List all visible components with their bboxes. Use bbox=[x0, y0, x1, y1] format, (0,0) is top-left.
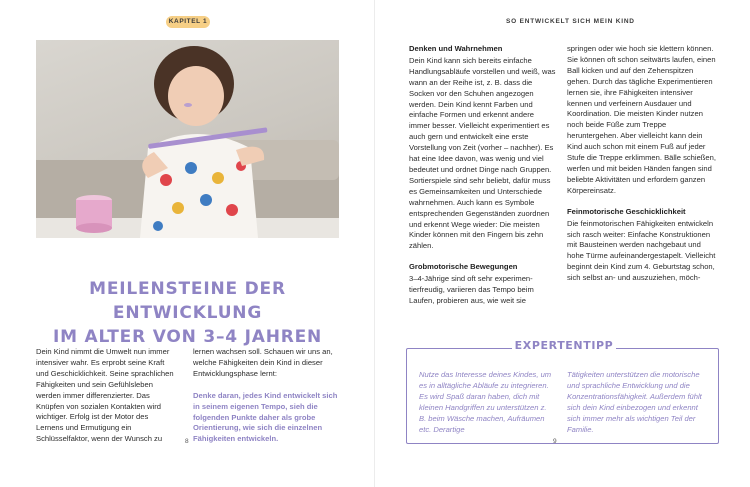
headline-line-2: IM ALTER VON 3–4 JAHREN bbox=[52, 327, 323, 347]
intro-text-continued: lernen wachsen soll. Schauen wir uns an, welche Fähigkeiten dein Kind in dieser Entwicklungsphase lernt: bbox=[193, 347, 333, 378]
section-title-grobmotorik: Grobmotorische Bewegungen bbox=[409, 262, 518, 272]
section-text-feinmotorik: Die feinmotorischen Fähigkeiten entwickeln sich rasch weiter: Einfache Konstruktionen mit Bausteinen werden nachgebaut und hohe Türme aufeinandergestapelt. Vielleicht beginnt dein Kind zum 4. Geburtstag schon, sich selbst an- und auszuziehen, möch- bbox=[567, 218, 716, 283]
section-text-denken: Dein Kind kann sich bereits einfache Handlungsabläufe vorstellen und weiß, was wann an der Reihe ist, z. B. dass die Socken vor den Schuhen angezogen werden. Dein Kind kennt Farben und einfache Formen und erkennt andere immer besser. Vielleicht experimentiert es auch gern und entwickelt eine erste Vorstellung von Zeit (vorher – nachher). Es hat eine Idee davon, was wenig und viel bedeutet und ordnet Dinge nach Gruppen. Sortierspiele sind sehr beliebt, dafür muss es Gemeinsamkeiten und Unterschiede wahrnehmen. Auch kann es Symbole entsprechenden Gegenständen zuordnen und erkennt Wege wieder: Die meisten Kinder können mit den Fingern bis zehn zählen. bbox=[409, 55, 556, 251]
expert-tip-text-col-1: Nutze das Interesse deines Kindes, um es in alltägliche Abläufe zu integrieren. Es wird Spaß daran haben, dich mit kleinen Handgriffen zu unterstützen z. B. beim Wäsche machen, Aufräumen etc. Derartige bbox=[419, 370, 552, 434]
expert-tip-title: EXPERTENTIPP bbox=[512, 337, 616, 355]
chapter-headline bbox=[36, 277, 339, 349]
section-text-grobmotorik-continued: springen oder wie hoch sie klettern können. Sie können oft schon seitwärts laufen, einen Ball kicken und auf den Zehenspitzen gehen. Durch das tägliche Experimentieren lernen sie, ihre Fähigkeiten intensiver kennen und verfeinern Ausdauer und Koordination. Die meisten Kinder nutzen noch beide Füße zum Treppe heruntergehen. Aber vielleicht kann dein Kind auch schon mit einem Fuß auf jeder Stufe die Treppe erklimmen. Bälle schießen, werfen und mit beiden Händen fangen sind beliebte Aktivitäten und erfordern ganzen Körpereinsatz. bbox=[567, 44, 716, 195]
section-text-grobmotorik: 3–4-Jährige sind oft sehr experimentierfreudig, variieren das Tempo beim Laufen, probieren aus, wie weit sie bbox=[409, 274, 534, 305]
page-number-right: 9 bbox=[553, 438, 557, 445]
page-number-left: 8 bbox=[185, 438, 189, 445]
right-text-col-2 bbox=[567, 44, 717, 284]
intro-text-col-2 bbox=[193, 347, 339, 445]
child-painting-photo bbox=[36, 40, 339, 238]
section-title-denken: Denken und Wahrnehmen bbox=[409, 44, 503, 53]
section-title-feinmotorik: Feinmotorische Geschicklichkeit bbox=[567, 206, 686, 216]
right-text-col-1 bbox=[409, 44, 556, 307]
photo-illustration bbox=[36, 40, 339, 238]
running-head: SO ENTWICKELT SICH MEIN KIND bbox=[506, 18, 635, 25]
chapter-badge: KAPITEL 1 bbox=[166, 16, 210, 28]
headline-line-1: MEILENSTEINE DER ENTWICKLUNG bbox=[89, 279, 286, 323]
highlight-note: Denke daran, jedes Kind entwickelt sich in seinem eigenen Tempo, sieh die folgenden Punkte daher als grobe Orientierung, wie sich die einzelnen Fähigkeiten entwickeln. bbox=[193, 390, 338, 444]
intro-text-col-1: Dein Kind nimmt die Umwelt nun immer intensiver wahr. Es erprobt seine Kraft und Geschicklichkeit. Seine sprachlichen Fähigkeiten und sein Gefühlsleben werden immer differenzierter. Das Knüpfen von sozialen Kontakten wird wichtiger. Erfolg ist der Motor des Lernens und Ermutigung ein Schlüsselfaktor, wenn der Wunsch zu bbox=[36, 347, 174, 444]
expert-tip-text-col-2: Tätigkeiten unterstützen die motorische und sprachliche Entwicklung und die Konzentrationsfähigkeit. Außerdem fühlt sich dein Kind einbezogen und erkennt sich immer mehr als wichtigen Teil der Familie. bbox=[567, 370, 702, 434]
right-page bbox=[375, 0, 750, 487]
